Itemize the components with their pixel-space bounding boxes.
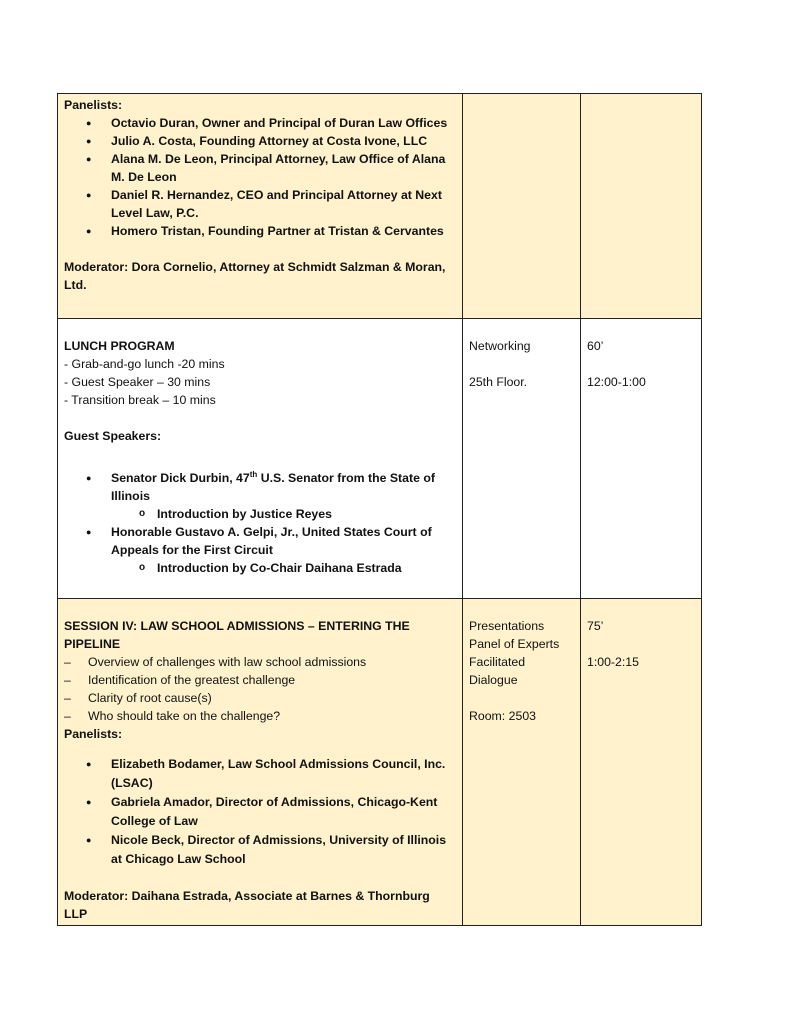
session-cell	[58, 319, 463, 599]
format-text: Networking	[469, 339, 531, 353]
table-row	[58, 599, 702, 926]
panelists-label: Panelists:	[64, 98, 123, 112]
format-text: Presentations	[469, 619, 545, 633]
session-cell	[58, 599, 463, 926]
list-item: ● Elizabeth Bodamer, Law School Admissions Council, Inc. (LSAC)	[64, 755, 456, 793]
list-item: - Grab-and-go lunch -20 mins	[64, 357, 225, 371]
moderator	[64, 887, 456, 923]
format-text: Facilitated	[469, 655, 526, 669]
speaker-name: Senator Dick Durbin, 47	[111, 471, 250, 485]
superscript: th	[249, 469, 258, 479]
session-cell	[58, 94, 463, 319]
moderator: Moderator: Dora Cornelio, Attorney at Schmidt Salzman & Moran, Ltd.	[64, 260, 446, 292]
time-cell	[581, 319, 702, 599]
format-text: Dialogue	[469, 673, 518, 687]
list-item: ● Octavio Duran, Owner and Principal of Duran Law Offices	[64, 114, 456, 132]
list-item: ● Alana M. De Leon, Principal Attorney, Law Office of Alana M. De Leon	[64, 150, 456, 186]
speaker-list	[64, 469, 456, 577]
location-text: Room: 2503	[469, 709, 536, 723]
duration-text: 60’	[587, 339, 604, 353]
agenda-table	[57, 93, 702, 926]
table-row	[58, 94, 702, 319]
session-title: SESSION IV: LAW SCHOOL ADMISSIONS – ENTERING THE PIPELINE	[64, 619, 410, 651]
list-item: ● Nicole Beck, Director of Admissions, University of Illinois at Chicago Law School	[64, 831, 456, 869]
list-item: - Transition break – 10 mins	[64, 393, 216, 407]
panelists-label: Panelists:	[64, 727, 123, 741]
session-title: LUNCH PROGRAM	[64, 339, 175, 353]
moderator-name: Moderator: Daihana Estrada	[64, 889, 228, 903]
duration-text: 75’	[587, 619, 604, 633]
list-item: ● Daniel R. Hernandez, CEO and Principal Attorney at Next Level Law, P.C.	[64, 186, 456, 222]
topic-list	[64, 653, 456, 725]
speakers-label: Guest Speakers:	[64, 429, 162, 443]
format-cell	[463, 94, 581, 319]
list-item: – Who should take on the challenge?	[64, 707, 456, 725]
list-item: ● Honorable Gustavo A. Gelpi, Jr., United States Court of Appeals for the First Circuit	[64, 523, 456, 559]
format-text: Panel of Experts	[469, 637, 560, 651]
time-text: 12:00-1:00	[587, 375, 646, 389]
table-row	[58, 319, 702, 599]
list-item: ● Homero Tristan, Founding Partner at Tristan & Cervantes	[64, 222, 456, 240]
panelist-list	[64, 114, 456, 240]
list-item: ● Gabriela Amador, Director of Admissions, Chicago-Kent College of Law	[64, 793, 456, 831]
list-item	[64, 469, 456, 505]
list-item: o Introduction by Co-Chair Daihana Estrada	[64, 559, 456, 577]
list-item: - Guest Speaker – 30 mins	[64, 375, 211, 389]
list-item: ● Julio A. Costa, Founding Attorney at Costa Ivone, LLC	[64, 132, 456, 150]
list-item: o Introduction by Justice Reyes	[64, 505, 456, 523]
list-item: – Clarity of root cause(s)	[64, 689, 456, 707]
format-cell	[463, 599, 581, 926]
time-cell	[581, 599, 702, 926]
panelist-list	[64, 755, 456, 869]
time-text: 1:00-2:15	[587, 655, 639, 669]
list-item: – Overview of challenges with law school admissions	[64, 653, 456, 671]
time-cell	[581, 94, 702, 319]
location-text: 25th Floor.	[469, 375, 528, 389]
moderator-title: , Associate at Barnes & Thornburg LLP	[64, 889, 430, 921]
list-item: – Identification of the greatest challenge	[64, 671, 456, 689]
format-cell	[463, 319, 581, 599]
speaker-title: U.S. Senator from the State of Illinois	[111, 471, 435, 503]
